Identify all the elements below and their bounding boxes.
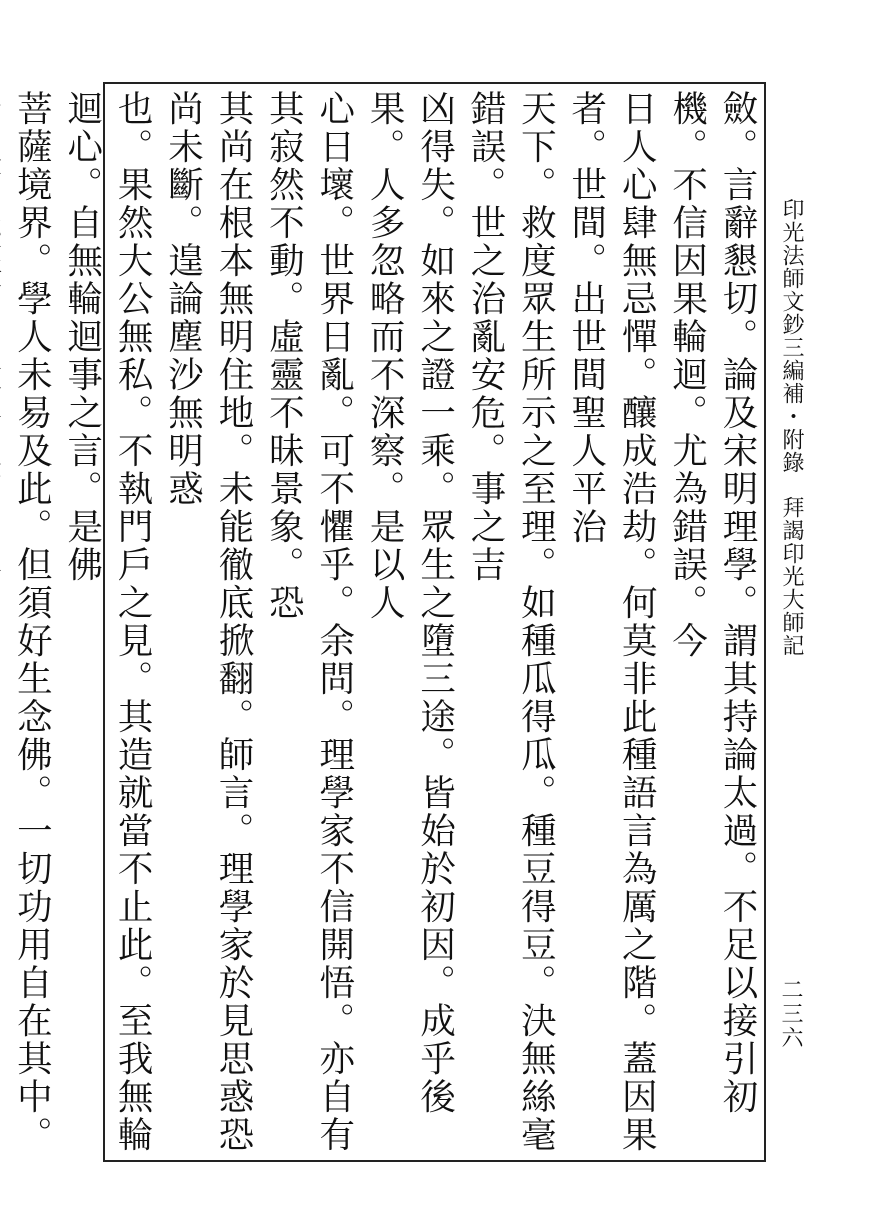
text-column: 天下。救度眾生所示之至理。如種瓜得瓜。種豆得豆。決無絲毫錯誤。世之治亂安危。事之吉 — [464, 90, 557, 1154]
running-header — [776, 198, 806, 657]
body-text — [11, 90, 762, 1156]
margin-rule — [764, 82, 766, 1162]
text-column: 菩薩境界。學人未易及此。但須好生念佛。一切功用自在其中。 — [11, 90, 53, 1154]
page-number: 二三六 — [778, 978, 803, 1050]
section-title: 拜謁印光大師記 — [779, 496, 804, 657]
text-column: 斂。言辭懇切。論及宋明理學。謂其持論太過。不足以接引初機。不信因果輪迴。尤為錯誤。今 — [666, 90, 758, 1116]
text-column: 心日壞。世界日亂。可不懼乎。余問。理學家不信開悟。亦自有其寂然不動。虛靈不昧景象。恐 — [263, 90, 355, 1154]
text-column: 其尚在根本無明住地。未能徹底掀翻。師言。理學家於見思惑恐尚未斷。遑論塵沙無明惑 — [162, 90, 254, 1154]
text-column: 凶得失。如來之證一乘。眾生之墮三途。皆始於初因。成乎後果。人多忽略而不深察。是以人 — [364, 90, 456, 1116]
text-column: 也。果然大公無私。不執門戶之見。其造就當不止此。至我無輪迴心。自無輪迴事之言。是佛 — [61, 90, 154, 1154]
text-column: 日人心肆無忌憚。釀成浩劫。何莫非此種語言為厲之階。蓋因果者。世間。出世間聖人平治 — [565, 90, 658, 1154]
book-title: 印光法師文鈔三編補・附錄 — [779, 198, 804, 474]
